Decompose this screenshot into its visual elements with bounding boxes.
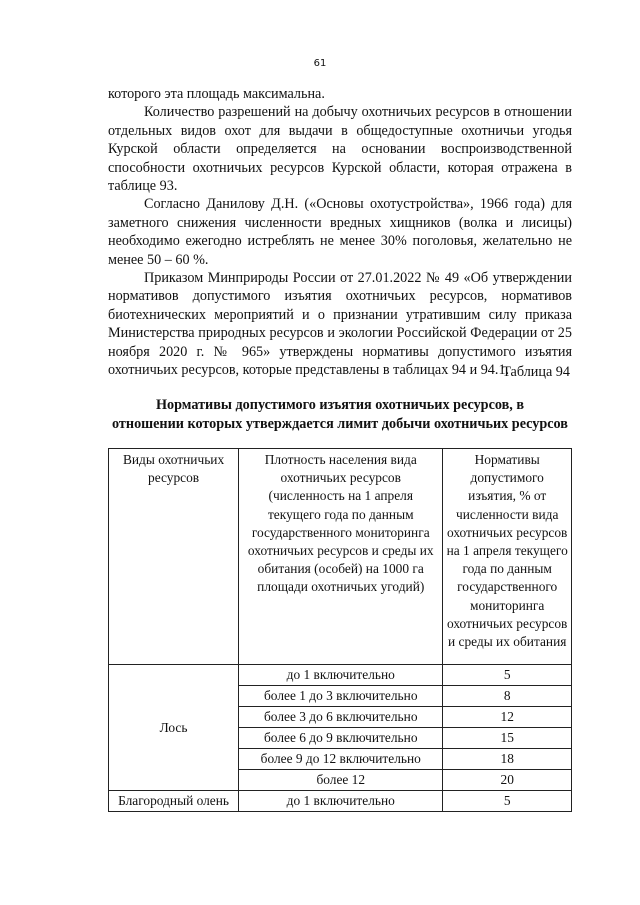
density-cell: до 1 включительно: [239, 665, 443, 686]
header-density: Плотность населения вида охотничьих ресурсов (численность на 1 апреля текущего года по данным государственного мониторинга охотничьих ресурсов и среды их обитания (особей) на 1000 га площади охотничьих угодий): [239, 449, 443, 665]
norm-cell: 12: [443, 707, 572, 728]
body-text: [108, 85, 572, 380]
norms-table: [108, 448, 572, 812]
header-norm: Нормативы допустимого изъятия, % от численности вида охотничьих ресурсов на 1 апреля текущего года по данным государственного мониторинга охотничьих ресурсов и среды их обитания: [443, 449, 572, 665]
species-cell: Благородный олень: [109, 791, 239, 812]
paragraph: Согласно Данилову Д.Н. («Основы охотустройства», 1966 года) для заметного снижения численности вредных хищников (волка и лисицы) необходимо ежегодно истреблять не менее 30% поголовья, желательно не менее 50 – 60 %.: [108, 196, 572, 268]
paragraph: Количество разрешений на добычу охотничьих ресурсов в отношении отдельных видов охот для выдачи в общедоступные охотничьи угодья Курской области определяется на основании воспроизводственной способности охотничьих ресурсов Курской области, которая отражена в таблице 93.: [108, 104, 572, 195]
density-cell: более 3 до 6 включительно: [239, 707, 443, 728]
header-species: Виды охотничьих ресурсов: [109, 449, 239, 665]
density-cell: более 12: [239, 770, 443, 791]
table-header-row: [109, 449, 572, 665]
norm-cell: 8: [443, 686, 572, 707]
paragraph: Приказом Минприроды России от 27.01.2022 № 49 «Об утверждении нормативов допустимого изъятия охотничьих ресурсов, нормативов биотехнических мероприятий и о признании утратившим силу приказа Министерства природных ресурсов и экологии Российской Федерации от 25 ноября 2020 г. № 965» утверждены нормативы допустимого изъятия охотничьих ресурсов, которые представлены в таблицах 94 и 94.1.: [108, 270, 572, 379]
norm-cell: 20: [443, 770, 572, 791]
species-cell: Лось: [109, 665, 239, 791]
paragraph: которого эта площадь максимальна.: [108, 86, 325, 102]
table-title-line: Нормативы допустимого изъятия охотничьих ресурсов, в: [155, 397, 525, 413]
density-cell: более 9 до 12 включительно: [239, 749, 443, 770]
table-title: [100, 396, 580, 433]
norm-cell: 5: [443, 791, 572, 812]
density-cell: более 6 до 9 включительно: [239, 728, 443, 749]
density-cell: более 1 до 3 включительно: [239, 686, 443, 707]
page-number: 61: [313, 58, 327, 69]
norm-cell: 15: [443, 728, 572, 749]
table-caption: Таблица 94: [502, 364, 570, 380]
norm-cell: 5: [443, 665, 572, 686]
table-title-line: отношении которых утверждается лимит добычи охотничьих ресурсов: [112, 415, 568, 432]
density-cell: до 1 включительно: [239, 791, 443, 812]
norm-cell: 18: [443, 749, 572, 770]
table-row: [109, 665, 572, 686]
table-row: [109, 791, 572, 812]
